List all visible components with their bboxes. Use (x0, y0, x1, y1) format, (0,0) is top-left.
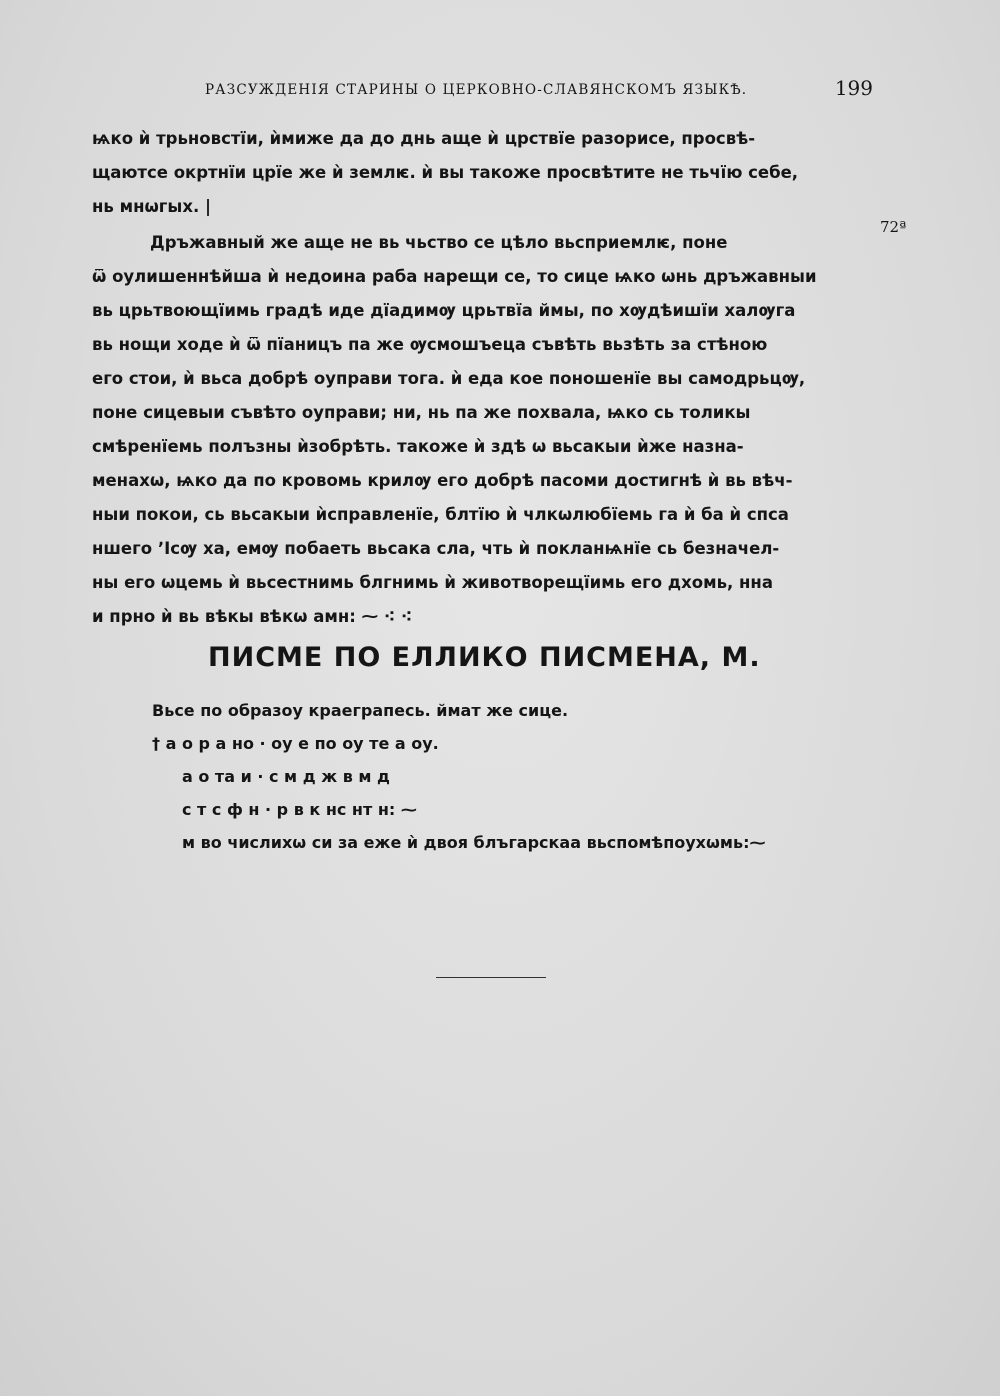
running-header (205, 76, 875, 106)
closing-rule (436, 977, 546, 978)
margin-note: 72ª (880, 218, 907, 236)
running-title: РАЗСУЖДЕНІЯ СТАРИНЫ О ЦЕРКОВНО-СЛАВЯНСКОМЪ ЯЗЫКѢ. (205, 82, 748, 98)
text-line: смѣренїемь полъзны ѝзобрѣть. такоже ѝ здѣ ω вьсакыи ѝже назна- (92, 437, 744, 456)
text-line: нь мнωгых. | (92, 197, 212, 216)
text-line: менахω, ѩко да по кровомь крилѹ его добрѣ пасоми достигнѣ ѝ вь вѣч- (92, 471, 793, 490)
text-line: щаютсе окртнїи црїе же ѝ землѥ. ѝ вы такоже просвѣтите не тьчїю себе, (92, 163, 799, 182)
text-line: вь нощи ходе ѝ ѿ пїаницъ па же ѹсмошъеца съвѣть вьзѣть за стѣною (92, 335, 768, 354)
alphabet-row: † а о р а но · оу е по оу те а оу. (152, 734, 439, 753)
text-line: ншего ʼІсѹ ха, емѹ побаеть вьсака сла, чть ѝ покланѩнїе сь безначел- (92, 539, 780, 558)
page-number: 199 (834, 76, 873, 100)
text-line: вь црьтвоющїимь градѣ иде дїадимѹ црьтвїа ймы, по хѹдѣишїи халѹга (92, 301, 796, 320)
text-line: ныи покои, сь вьсакыи ѝсправленїе, блтїю ѝ члкωлюбїемь га ѝ ба ѝ спса (92, 505, 789, 524)
text-line: Дръжавный же аще не вь чьство се цѣло вьсприемлѥ, поне (150, 233, 728, 252)
alphabet-row: с т с ф н · р в к нс нт н: ⁓ (182, 800, 417, 819)
section-heading: ПИСМЕ ПО ЕЛЛИКО ПИСМЕНА, М. (208, 642, 761, 673)
alphabet-closing: м во числихω си за еже ѝ двоя блъгарскаа вьспомѣпоухωмь:⁓ (182, 833, 766, 852)
text-line: ѩко ѝ трьновстїи, ѝмиже да до днь аще ѝ црствїе разорисе, просвѣ- (92, 129, 756, 148)
alphabet-intro: Вьсе по образоу краеграпесь. ймат же сице. (152, 701, 569, 720)
text-line: и прно ѝ вь вѣкы вѣкω амн: ⁓ ⁖ ⁖ (92, 607, 413, 626)
alphabet-row: а о та и · с м д ж в м д (182, 767, 390, 786)
text-line: поне сицевыи съвѣто оуправи; ни, нь па же похвала, ѩко сь толикы (92, 403, 751, 422)
text-line: ѿ оулишеннѣйша ѝ недоина раба нарещи се, то сице ѩко ѡнь дръжавныи (92, 267, 817, 286)
text-line: ны его ωцемь ѝ вьсестнимь блгнимь ѝ животворещїимь его дхомь, нна (92, 573, 773, 592)
text-line: его стои, ѝ вьса добрѣ оуправи тога. ѝ еда кое поношенїе вы самодрьцѹ, (92, 369, 806, 388)
